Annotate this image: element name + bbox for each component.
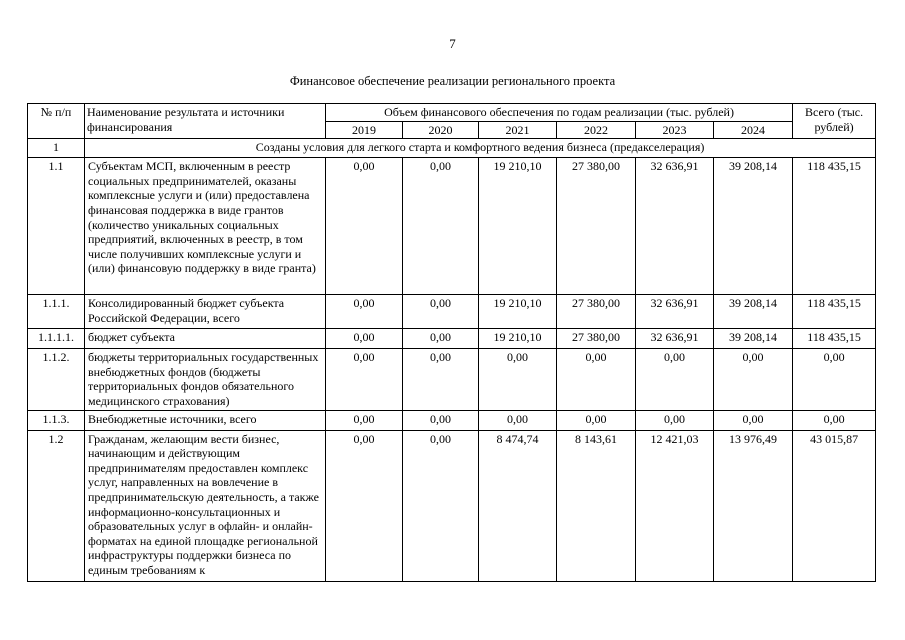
value-cell: 13 976,49 — [714, 430, 793, 581]
value-cell: 0,00 — [479, 349, 557, 410]
value-cell: 19 210,10 — [479, 158, 557, 295]
row-number: 1.2 — [28, 430, 85, 581]
row-name: бюджет субъекта — [85, 329, 326, 349]
value-cell: 0,00 — [403, 430, 479, 581]
value-cell: 0,00 — [403, 349, 479, 410]
value-cell: 27 380,00 — [557, 329, 636, 349]
value-cell: 32 636,91 — [636, 158, 714, 295]
table-row — [28, 410, 876, 430]
value-cell: 0,00 — [326, 410, 403, 430]
value-cell: 0,00 — [403, 158, 479, 295]
value-cell: 0,00 — [403, 329, 479, 349]
total-cell: 118 435,15 — [793, 295, 876, 329]
value-cell: 0,00 — [403, 410, 479, 430]
table-header — [28, 104, 876, 139]
section-title: Созданы условия для легкого старта и комфортного ведения бизнеса (предакселерация) — [85, 139, 876, 158]
row-name: Внебюджетные источники, всего — [85, 410, 326, 430]
table-row — [28, 349, 876, 410]
value-cell: 0,00 — [326, 329, 403, 349]
value-cell: 0,00 — [326, 349, 403, 410]
header-year: 2023 — [636, 121, 714, 139]
header-year: 2019 — [326, 121, 403, 139]
value-cell: 12 421,03 — [636, 430, 714, 581]
value-cell: 0,00 — [326, 430, 403, 581]
value-cell: 32 636,91 — [636, 329, 714, 349]
table-row — [28, 158, 876, 295]
table-row — [28, 295, 876, 329]
document-title: Финансовое обеспечение реализации регионального проекта — [289, 74, 616, 88]
header-year: 2022 — [557, 121, 636, 139]
value-cell: 0,00 — [636, 410, 714, 430]
value-cell: 0,00 — [326, 295, 403, 329]
section-row — [28, 139, 876, 158]
value-cell: 0,00 — [479, 410, 557, 430]
value-cell: 39 208,14 — [714, 158, 793, 295]
header-num: № п/п — [28, 104, 85, 139]
row-number: 1.1.1. — [28, 295, 85, 329]
page-number: 7 — [449, 36, 456, 51]
section-number: 1 — [28, 139, 85, 158]
value-cell: 0,00 — [636, 349, 714, 410]
table-row — [28, 329, 876, 349]
header-volume: Объем финансового обеспечения по годам реализации (тыс. рублей) — [326, 104, 793, 122]
row-number: 1.1.1.1. — [28, 329, 85, 349]
row-number: 1.1 — [28, 158, 85, 295]
header-name: Наименование результата и источники финансирования — [85, 104, 326, 139]
row-name: Субъектам МСП, включенным в реестр социальных предпринимателей, оказаны комплексные услуги и (или) предоставлена финансовая поддержка в виде грантов (количество уникальных социальных предприятий, включенных в реестр, в том числе получивших комплексные услуги и (или) финансовую поддержку в виде гранта) — [85, 158, 326, 295]
row-name: бюджеты территориальных государственных внебюджетных фондов (бюджеты территориальных фондов обязательного медицинского страхования) — [85, 349, 326, 410]
header-year: 2024 — [714, 121, 793, 139]
value-cell: 39 208,14 — [714, 295, 793, 329]
value-cell: 0,00 — [714, 410, 793, 430]
value-cell: 19 210,10 — [479, 329, 557, 349]
financing-table — [27, 103, 876, 582]
value-cell: 0,00 — [557, 349, 636, 410]
row-name: Гражданам, желающим вести бизнес, начинающим и действующим предпринимателям предоставлен комплекс услуг, направленных на вовлечение в предпринимательскую деятельность, а также информационно-консультационных и образовательных услуг в офлайн- и онлайн- форматах на единой площадке региональной инфраструктуры поддержки бизнеса по единым требованиям к — [85, 430, 326, 581]
header-year: 2020 — [403, 121, 479, 139]
value-cell: 32 636,91 — [636, 295, 714, 329]
header-year: 2021 — [479, 121, 557, 139]
value-cell: 19 210,10 — [479, 295, 557, 329]
row-name: Консолидированный бюджет субъекта Российской Федерации, всего — [85, 295, 326, 329]
header-total: Всего (тыс. рублей) — [793, 104, 876, 139]
value-cell: 0,00 — [403, 295, 479, 329]
value-cell: 8 143,61 — [557, 430, 636, 581]
table-row — [28, 430, 876, 581]
value-cell: 39 208,14 — [714, 329, 793, 349]
row-number: 1.1.2. — [28, 349, 85, 410]
total-cell: 43 015,87 — [793, 430, 876, 581]
value-cell: 27 380,00 — [557, 295, 636, 329]
total-cell: 0,00 — [793, 349, 876, 410]
value-cell: 8 474,74 — [479, 430, 557, 581]
value-cell: 27 380,00 — [557, 158, 636, 295]
total-cell: 118 435,15 — [793, 158, 876, 295]
total-cell: 0,00 — [793, 410, 876, 430]
row-number: 1.1.3. — [28, 410, 85, 430]
value-cell: 0,00 — [557, 410, 636, 430]
value-cell: 0,00 — [714, 349, 793, 410]
value-cell: 0,00 — [326, 158, 403, 295]
total-cell: 118 435,15 — [793, 329, 876, 349]
